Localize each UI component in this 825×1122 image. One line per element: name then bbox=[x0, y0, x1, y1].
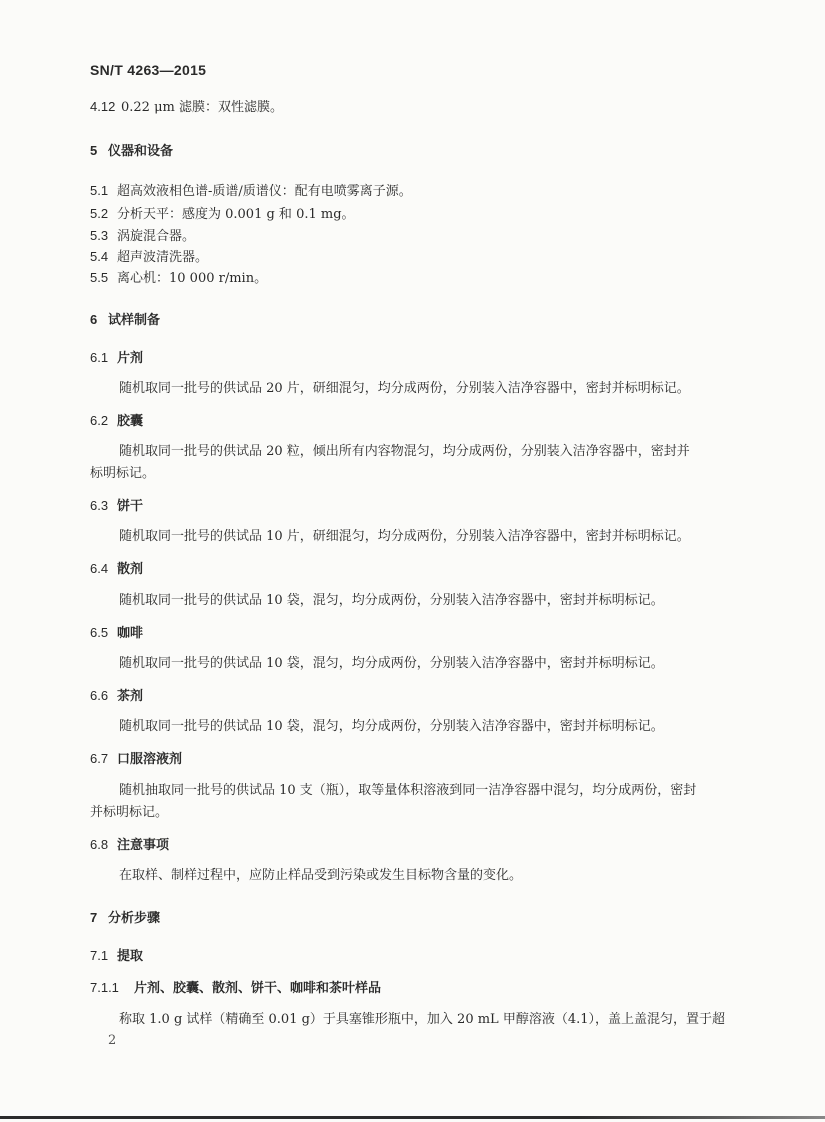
subsection-6-2-heading bbox=[90, 413, 143, 430]
clause-number: 5.4 bbox=[90, 249, 109, 264]
subsection-6-4-heading bbox=[90, 561, 143, 578]
subsection-7-1-1-heading bbox=[90, 980, 381, 997]
clause-5-2 bbox=[90, 206, 355, 223]
clause-5-1 bbox=[90, 183, 412, 200]
subsection-number: 7.1.1 bbox=[90, 980, 119, 995]
subsection-6-6-body: 随机取同一批号的供试品 10 袋，混匀，均分成两份，分别装入洁净容器中，密封并标明标记。 bbox=[119, 719, 664, 734]
subsection-title: 片剂、胶囊、散剂、饼干、咖啡和茶叶样品 bbox=[134, 981, 382, 996]
subsection-6-7-body-line1: 随机抽取同一批号的供试品 10 支（瓶），取等量体积溶液到同一洁净容器中混匀，均分成两份，密封 bbox=[119, 783, 697, 798]
page-number: 2 bbox=[108, 1033, 117, 1048]
subsection-number: 6.3 bbox=[90, 498, 109, 513]
standard-header: SN/T 4263—2015 bbox=[90, 62, 207, 78]
subsection-6-8-heading bbox=[90, 837, 169, 854]
subsection-7-1-1-body: 称取 1.0 g 试样（精确至 0.01 g）于具塞锥形瓶中，加入 20 mL 甲醇溶液（4.1），盖上盖混匀，置于超 bbox=[119, 1012, 725, 1027]
subsection-number: 6.7 bbox=[90, 751, 109, 766]
subsection-6-4-body: 随机取同一批号的供试品 10 袋，混匀，均分成两份，分别装入洁净容器中，密封并标明标记。 bbox=[119, 593, 664, 608]
clause-5-5 bbox=[90, 270, 267, 287]
subsection-7-1-heading bbox=[90, 948, 143, 965]
section-5-heading bbox=[90, 143, 173, 160]
subsection-title: 茶剂 bbox=[117, 689, 144, 704]
subsection-title: 饼干 bbox=[117, 499, 144, 514]
subsection-6-1-heading bbox=[90, 350, 143, 367]
subsection-6-5-body: 随机取同一批号的供试品 10 袋，混匀，均分成两份，分别装入洁净容器中，密封并标明标记。 bbox=[119, 656, 664, 671]
subsection-6-3-heading bbox=[90, 498, 143, 515]
subsection-title: 片剂 bbox=[117, 351, 144, 366]
clause-number: 5.2 bbox=[90, 206, 109, 221]
section-title: 仪器和设备 bbox=[108, 144, 174, 159]
clause-text: 离心机：10 000 r/min。 bbox=[117, 271, 268, 286]
subsection-number: 6.4 bbox=[90, 561, 109, 576]
section-title: 分析步骤 bbox=[108, 911, 161, 926]
subsection-title: 提取 bbox=[117, 949, 144, 964]
subsection-6-3-body: 随机取同一批号的供试品 10 片，研细混匀，均分成两份，分别装入洁净容器中，密封并标明标记。 bbox=[119, 529, 690, 544]
section-title: 试样制备 bbox=[108, 313, 161, 328]
clause-number: 5.3 bbox=[90, 228, 109, 243]
subsection-6-8-body: 在取样、制样过程中，应防止样品受到污染或发生目标物含量的变化。 bbox=[119, 868, 523, 883]
subsection-number: 6.8 bbox=[90, 837, 109, 852]
clause-text: 分析天平：感度为 0.001 g 和 0.1 mg。 bbox=[117, 207, 355, 222]
subsection-number: 7.1 bbox=[90, 948, 109, 963]
clause-number: 5.1 bbox=[90, 183, 109, 198]
clause-text: 超高效液相色谱-质谱/质谱仪：配有电喷雾离子源。 bbox=[117, 184, 412, 199]
subsection-6-7-body-line2: 并标明标记。 bbox=[90, 805, 169, 820]
clause-text: 0.22 μm 滤膜：双性滤膜。 bbox=[121, 100, 283, 115]
subsection-title: 注意事项 bbox=[117, 838, 170, 853]
subsection-number: 6.6 bbox=[90, 688, 109, 703]
subsection-6-1-body: 随机取同一批号的供试品 20 片，研细混匀，均分成两份，分别装入洁净容器中，密封并标明标记。 bbox=[119, 381, 690, 396]
clause-text: 涡旋混合器。 bbox=[117, 229, 196, 244]
clause-text: 超声波清洗器。 bbox=[117, 250, 209, 265]
section-number: 6 bbox=[90, 312, 98, 327]
subsection-6-7-heading bbox=[90, 751, 182, 768]
subsection-title: 咖啡 bbox=[117, 626, 144, 641]
page-bottom-edge bbox=[0, 1116, 825, 1119]
clause-5-4 bbox=[90, 249, 208, 266]
clause-5-3 bbox=[90, 228, 195, 245]
section-7-heading bbox=[90, 910, 160, 927]
subsection-number: 6.1 bbox=[90, 350, 109, 365]
subsection-6-2-body-line1: 随机取同一批号的供试品 20 粒，倾出所有内容物混匀，均分成两份，分别装入洁净容器中，密封并 bbox=[119, 444, 690, 459]
section-number: 7 bbox=[90, 910, 98, 925]
section-number: 5 bbox=[90, 143, 98, 158]
subsection-number: 6.5 bbox=[90, 625, 109, 640]
subsection-title: 口服溶液剂 bbox=[117, 752, 183, 767]
subsection-title: 散剂 bbox=[117, 562, 144, 577]
section-6-heading bbox=[90, 312, 160, 329]
subsection-title: 胶囊 bbox=[117, 414, 144, 429]
subsection-6-2-body-line2: 标明标记。 bbox=[90, 466, 156, 481]
subsection-6-6-heading bbox=[90, 688, 143, 705]
subsection-number: 6.2 bbox=[90, 413, 109, 428]
clause-4-12 bbox=[90, 99, 283, 116]
subsection-6-5-heading bbox=[90, 625, 143, 642]
clause-number: 4.12 bbox=[90, 99, 116, 114]
clause-number: 5.5 bbox=[90, 270, 109, 285]
